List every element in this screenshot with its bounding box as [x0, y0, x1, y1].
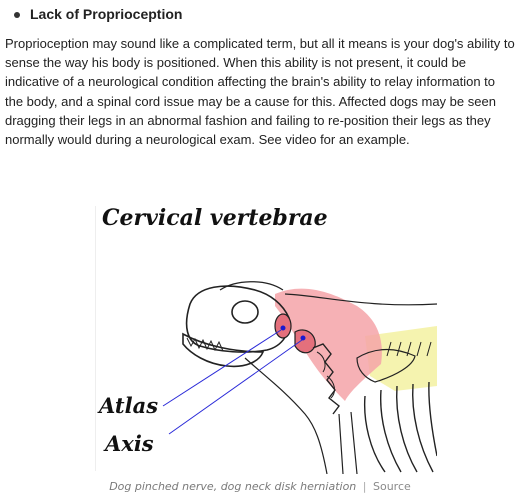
cervical-vertebrae-figure [95, 186, 437, 474]
caption-source-link[interactable]: Source [373, 480, 411, 493]
bullet-icon [14, 12, 20, 18]
caption-text: Dog pinched nerve, dog neck disk herniation [109, 480, 357, 493]
axis-pointer [169, 340, 302, 434]
axis-label: Axis [105, 431, 154, 456]
section-heading: Lack of Proprioception [30, 6, 183, 22]
neck-highlight [275, 289, 382, 401]
atlas-label: Atlas [99, 393, 159, 418]
figure-title: Cervical vertebrae [102, 205, 328, 231]
caption-separator: | [362, 480, 367, 493]
atlas-pointer [163, 330, 281, 406]
section-heading-row [14, 4, 182, 24]
section-paragraph: Proprioception may sound like a complicated term, but all it means is your dog's ability to sense the way his body is positioned. When this ability is not present, it could be indicative of a neurological condition affecting the brain's ability to relay information to the body, and a spinal cord issue may be a cause for this. Affected dogs may be seen dragging their legs in an abnormal fashion and failing to re-position their legs as they normally would during a neurological exam. See video for an example. [5, 36, 515, 148]
figure-caption [0, 480, 520, 493]
